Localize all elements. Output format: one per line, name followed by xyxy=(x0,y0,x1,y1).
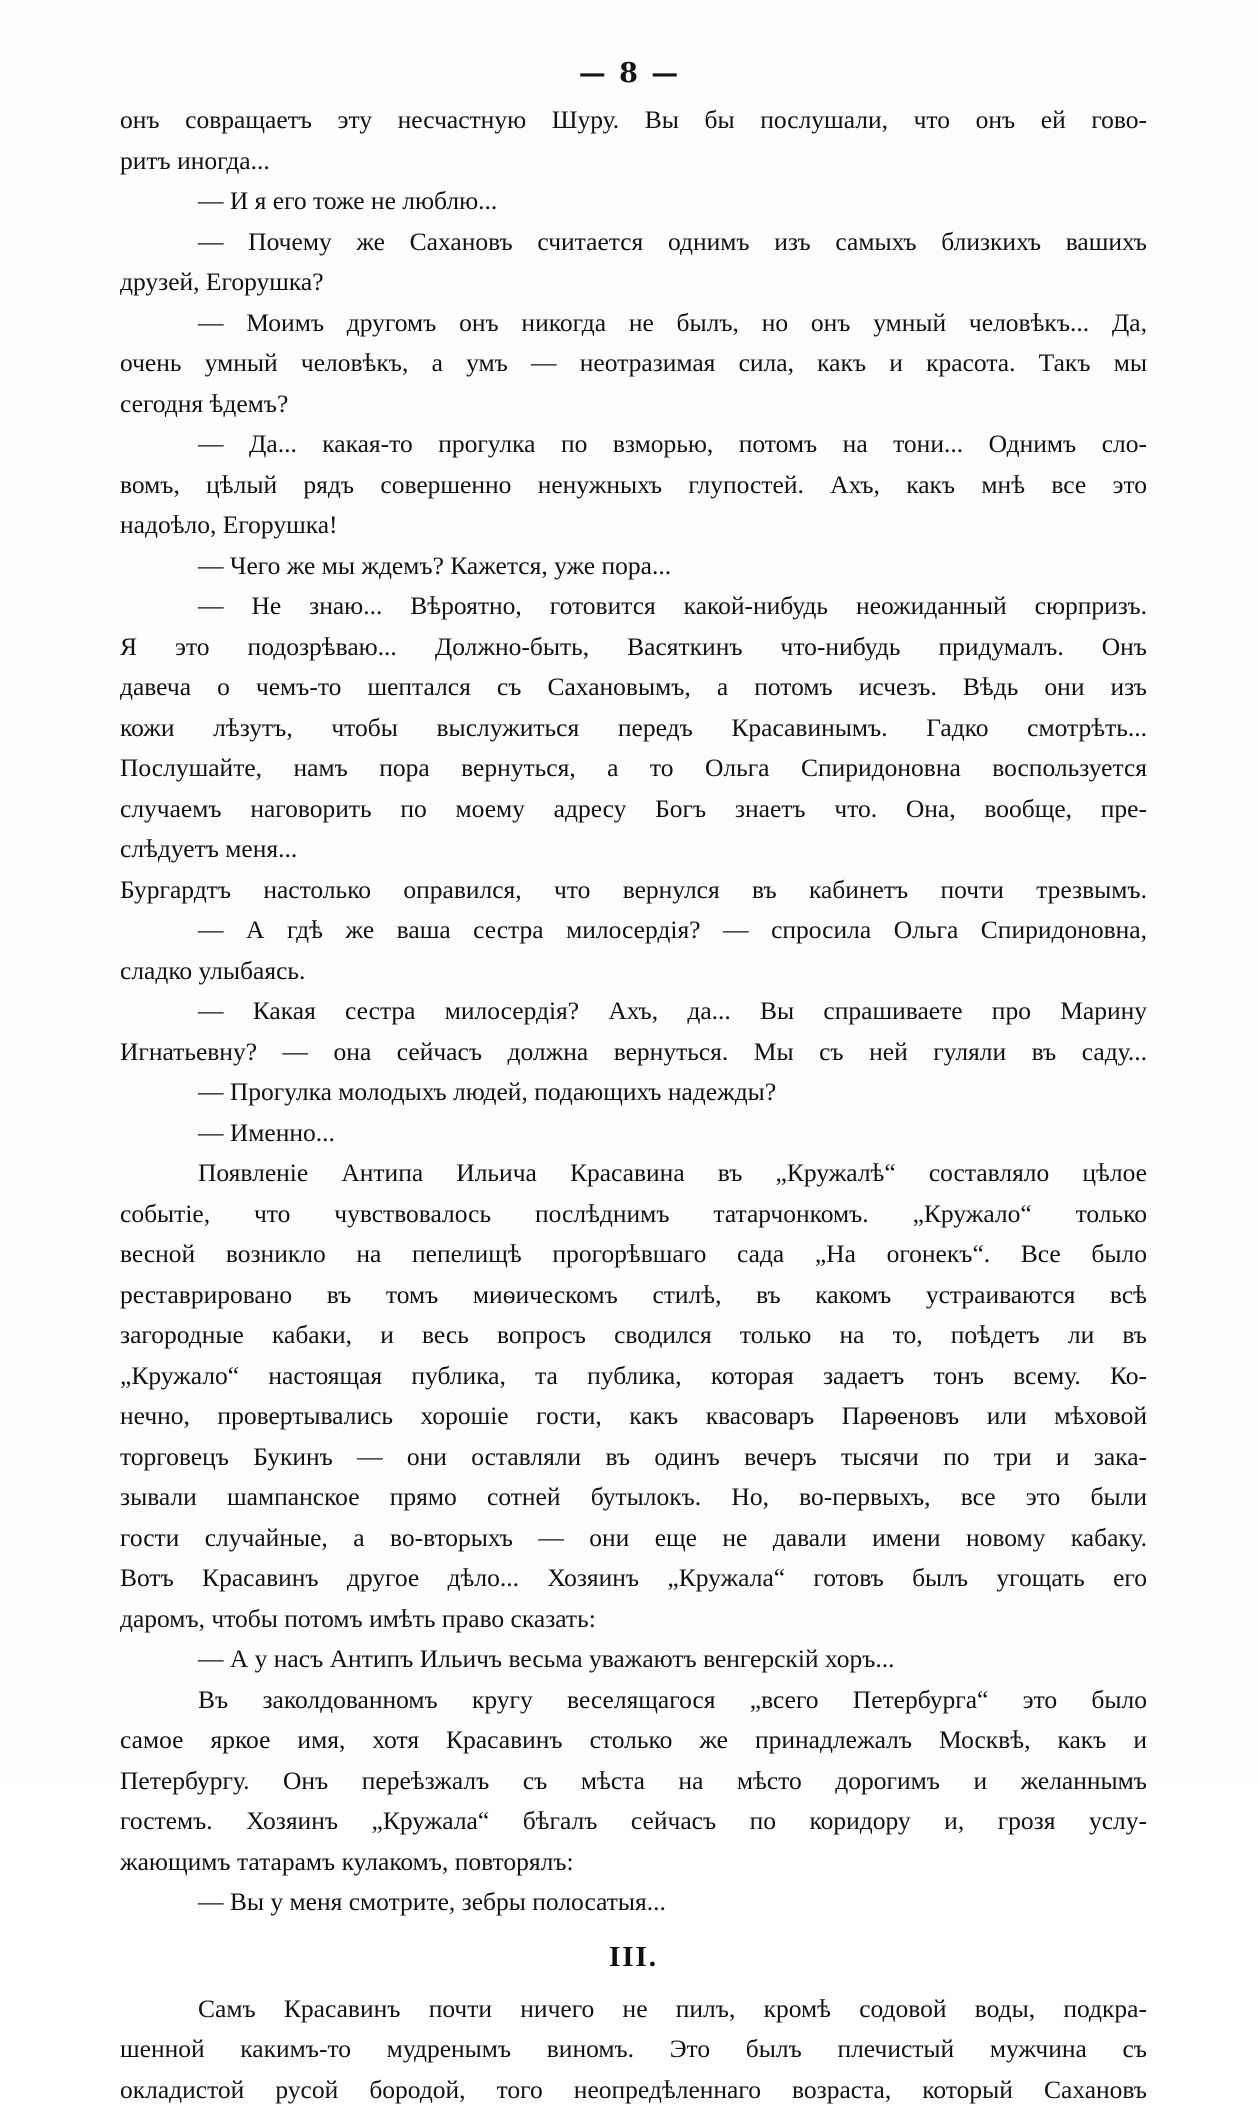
text-line: — Прогулка молодыхъ людей, подающихъ надежды? xyxy=(120,1072,1147,1113)
text-line: вомъ, цѣлый рядъ совершенно ненужныхъ глупостей. Ахъ, какъ мнѣ все это xyxy=(120,465,1147,506)
text-line: — Моимъ другомъ онъ никогда не былъ, но онъ умный человѣкъ... Да, xyxy=(120,303,1147,344)
text-line: Самъ Красавинъ почти ничего не пилъ, кромѣ содовой воды, подкра- xyxy=(120,1989,1147,2030)
text-line: — И я его тоже не люблю... xyxy=(120,181,1147,222)
text-line: гости случайные, а во-вторыхъ — они еще не давали имени новому кабаку. xyxy=(120,1518,1147,1559)
text-line: друзей, Егорушка? xyxy=(120,262,1147,303)
text-line: Я это подозрѣваю... Должно-быть, Васяткинъ что-нибудь придумалъ. Онъ xyxy=(120,627,1147,668)
text-line: — Почему же Сахановъ считается однимъ изъ самыхъ близкихъ вашихъ xyxy=(120,222,1147,263)
text-line: — А у насъ Антипъ Ильичъ весьма уважаютъ венгерскій хоръ... xyxy=(120,1639,1147,1680)
text-line: зывали шампанское прямо сотней бутылокъ. Но, во-первыхъ, все это были xyxy=(120,1477,1147,1518)
text-line: нечно, провертывались хорошіе гости, какъ квасоваръ Парѳеновъ или мѣховой xyxy=(120,1396,1147,1437)
text-line: очень умный человѣкъ, а умъ — неотразимая сила, какъ и красота. Такъ мы xyxy=(120,343,1147,384)
text-line: сегодня ѣдемъ? xyxy=(120,384,1147,425)
text-line: реставрировано въ томъ миѳическомъ стилѣ, въ какомъ устраиваются всѣ xyxy=(120,1275,1147,1316)
text-line: случаемъ наговорить по моему адресу Богъ знаетъ что. Она, вообще, пре- xyxy=(120,789,1147,830)
text-line: — Не знаю... Вѣроятно, готовится какой-нибудь неожиданный сюрпризъ. xyxy=(120,586,1147,627)
text-line: торговецъ Букинъ — они оставляли въ одинъ вечеръ тысячи по три и зака- xyxy=(120,1437,1147,1478)
text-line: — Вы у меня смотрите, зебры полосатыя... xyxy=(120,1882,1147,1923)
section-text xyxy=(120,1989,1147,2110)
text-line: — Какая сестра милосердія? Ахъ, да... Вы спрашиваете про Марину xyxy=(120,991,1147,1032)
page-number: — 8 — xyxy=(0,58,1259,89)
text-line: Игнатьевну? — она сейчасъ должна вернуться. Мы съ ней гуляли въ саду... xyxy=(120,1032,1147,1073)
text-line: слѣдуетъ меня... xyxy=(120,829,1147,870)
text-line: весной возникло на пепелищѣ прогорѣвшаго сада „На огонекъ“. Все было xyxy=(120,1234,1147,1275)
section-heading: III. xyxy=(120,1927,1147,1987)
text-line: — Чего же мы ждемъ? Кажется, уже пора... xyxy=(120,546,1147,587)
text-line: надоѣло, Егорушка! xyxy=(120,505,1147,546)
text-line: кожи лѣзутъ, чтобы выслужиться передъ Красавинымъ. Гадко смотрѣть... xyxy=(120,708,1147,749)
text-line: Появленіе Антипа Ильича Красавина въ „Кружалѣ“ составляло цѣлое xyxy=(120,1153,1147,1194)
text-line: давеча о чемъ-то шептался съ Сахановымъ, а потомъ исчезъ. Вѣдь они изъ xyxy=(120,667,1147,708)
text-line: ритъ иногда... xyxy=(120,141,1147,182)
text-line: Послушайте, намъ пора вернуться, а то Ольга Спиридоновна воспользуется xyxy=(120,748,1147,789)
text-line: самое яркое имя, хотя Красавинъ столько же принадлежалъ Москвѣ, какъ и xyxy=(120,1720,1147,1761)
text-line: сладко улыбаясь. xyxy=(120,951,1147,992)
text-line: гостемъ. Хозяинъ „Кружала“ бѣгалъ сейчасъ по коридору и, грозя услу- xyxy=(120,1801,1147,1842)
text-line: Петербургу. Онъ переѣзжалъ съ мѣста на мѣсто дорогимъ и желаннымъ xyxy=(120,1761,1147,1802)
text-line: окладистой русой бородой, того неопредѣленнаго возраста, который Сахановъ xyxy=(120,2070,1147,2110)
text-block xyxy=(120,100,1147,2110)
text-line: загородные кабаки, и весь вопросъ сводился только на то, поѣдетъ ли въ xyxy=(120,1315,1147,1356)
text-line: Вотъ Красавинъ другое дѣло... Хозяинъ „Кружала“ готовъ былъ угощать его xyxy=(120,1558,1147,1599)
text-line: даромъ, чтобы потомъ имѣть право сказать: xyxy=(120,1599,1147,1640)
text-line: онъ совращаетъ эту несчастную Шуру. Вы бы послушали, что онъ ей гово- xyxy=(120,100,1147,141)
text-line: — Именно... xyxy=(120,1113,1147,1154)
text-line: Бургардтъ настолько оправился, что вернулся въ кабинетъ почти трезвымъ. xyxy=(120,870,1147,911)
text-line: „Кружало“ настоящая публика, та публика, которая задаетъ тонъ всему. Ко- xyxy=(120,1356,1147,1397)
text-line: — Да... какая-то прогулка по взморью, потомъ на тони... Однимъ сло- xyxy=(120,424,1147,465)
body-text xyxy=(120,100,1147,1923)
text-line: шенной какимъ-то мудренымъ виномъ. Это былъ плечистый мужчина съ xyxy=(120,2029,1147,2070)
text-line: — А гдѣ же ваша сестра милосердія? — спросила Ольга Спиридоновна, xyxy=(120,910,1147,951)
text-line: Въ заколдованномъ кругу веселящагося „всего Петербурга“ это было xyxy=(120,1680,1147,1721)
text-line: событіе, что чувствовалось послѣднимъ татарчонкомъ. „Кружало“ только xyxy=(120,1194,1147,1235)
text-line: жающимъ татарамъ кулакомъ, повторялъ: xyxy=(120,1842,1147,1883)
